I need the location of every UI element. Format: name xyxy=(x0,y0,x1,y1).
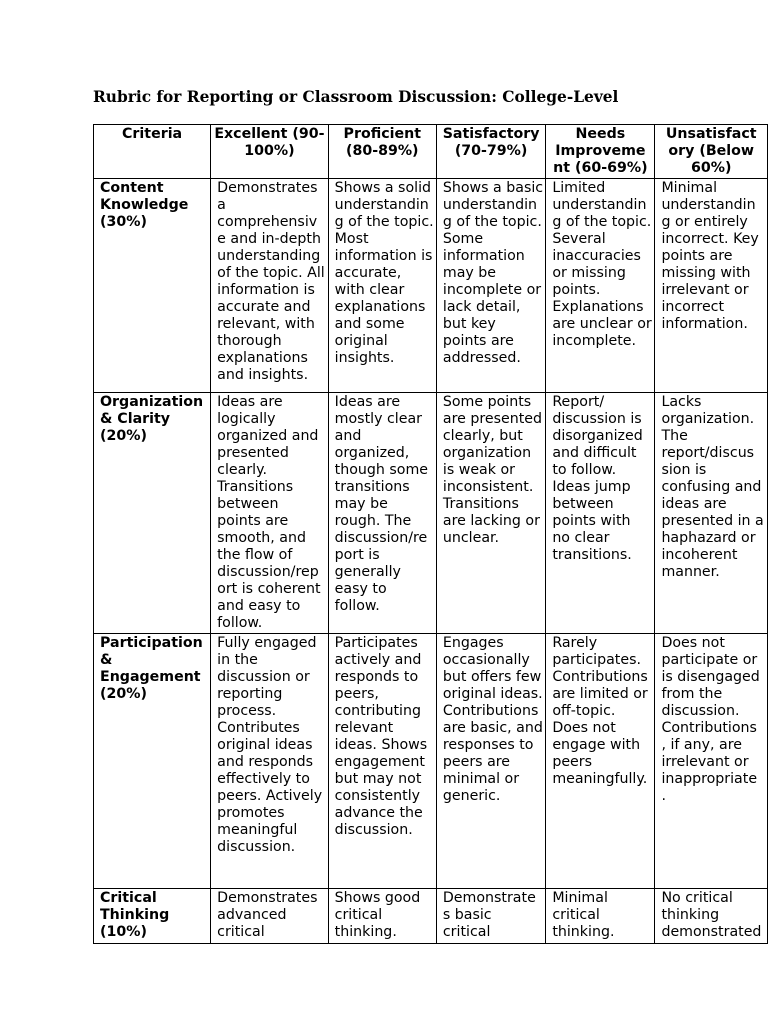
table-row xyxy=(94,634,768,889)
rubric-cell xyxy=(436,889,545,944)
rubric-cell: Report/ discussion is disorganized and difficult to follow. Ideas jump between points with no clear transitions. xyxy=(546,393,655,634)
rubric-cell xyxy=(211,889,329,944)
rubric-cell: Participates actively and responds to peers, contributing relevant ideas. Shows engagement but may not consistently advance the discussion. xyxy=(328,634,436,889)
rubric-text: Minimal critical thinking. xyxy=(552,890,615,940)
rubric-cell: Fully engaged in the discussion or reporting process. Contributes original ideas and responds effectively to peers. Actively promotes meaningful discussion. xyxy=(211,634,329,889)
header-unsatisfactory: Unsatisfact ory (Below 60%) xyxy=(655,125,768,179)
rubric-cell: Shows a solid understandin g of the topic. Most information is accurate, with clear explanations and some original insights. xyxy=(328,179,436,393)
rubric-table xyxy=(93,124,768,944)
rubric-cell xyxy=(655,889,768,944)
rubric-cell: Shows a basic understandin g of the topic. Some information may be incomplete or lack detail, but key points are addressed. xyxy=(436,179,545,393)
rubric-cell: Engages occasionally but offers few original ideas. Contributions are basic, and responses to peers are minimal or generic. xyxy=(436,634,545,889)
criteria-cell: Participation & Engagement (20%) xyxy=(94,634,211,889)
rubric-cell: Demonstrates a comprehensiv e and in-depth understanding of the topic. All information is accurate and relevant, with thorough explanations and insights. xyxy=(211,179,329,393)
criteria-cell: Organization & Clarity (20%) xyxy=(94,393,211,634)
rubric-text: Shows good critical thinking. xyxy=(334,890,421,940)
rubric-text: No critical thinking demonstrated xyxy=(661,890,762,940)
document-title: Rubric for Reporting or Classroom Discussion: College-Level xyxy=(93,88,619,106)
table-row xyxy=(94,889,768,944)
rubric-cell: Does not participate or is disengaged from the discussion. Contributions , if any, are irrelevant or inappropriate . xyxy=(655,634,768,889)
criteria-cell xyxy=(94,889,211,944)
rubric-cell xyxy=(546,889,655,944)
header-excellent: Excellent (90-100%) xyxy=(211,125,329,179)
rubric-text: Demonstrates advanced critical xyxy=(217,890,318,940)
criteria-cell: Content Knowledge (30%) xyxy=(94,179,211,393)
rubric-cell: Some points are presented clearly, but organization is weak or inconsistent. Transitions are lacking or unclear. xyxy=(436,393,545,634)
rubric-cell: Limited understandin g of the topic. Several inaccuracies or missing points. Explanations are unclear or incomplete. xyxy=(546,179,655,393)
table-row xyxy=(94,393,768,634)
table-row xyxy=(94,179,768,393)
rubric-cell xyxy=(328,889,436,944)
header-criteria: Criteria xyxy=(94,125,211,179)
rubric-cell: Lacks organization. The report/discus sion is confusing and ideas are presented in a haphazard or incoherent manner. xyxy=(655,393,768,634)
rubric-cell: Ideas are logically organized and presented clearly. Transitions between points are smooth, and the flow of discussion/rep ort is coherent and easy to follow. xyxy=(211,393,329,634)
criteria-text: Critical Thinking (10%) xyxy=(100,890,170,940)
rubric-cell: Minimal understandin g or entirely incorrect. Key points are missing with irrelevant or incorrect information. xyxy=(655,179,768,393)
header-satisfactory: Satisfactory (70-79%) xyxy=(436,125,545,179)
rubric-cell: Rarely participates. Contributions are limited or off-topic. Does not engage with peers meaningfully. xyxy=(546,634,655,889)
header-row xyxy=(94,125,768,179)
header-proficient: Proficient (80-89%) xyxy=(328,125,436,179)
rubric-cell: Ideas are mostly clear and organized, though some transitions may be rough. The discussion/re port is generally easy to follow. xyxy=(328,393,436,634)
rubric-text: Demonstrate s basic critical xyxy=(442,890,536,940)
header-needs-improvement: Needs Improveme nt (60-69%) xyxy=(546,125,655,179)
